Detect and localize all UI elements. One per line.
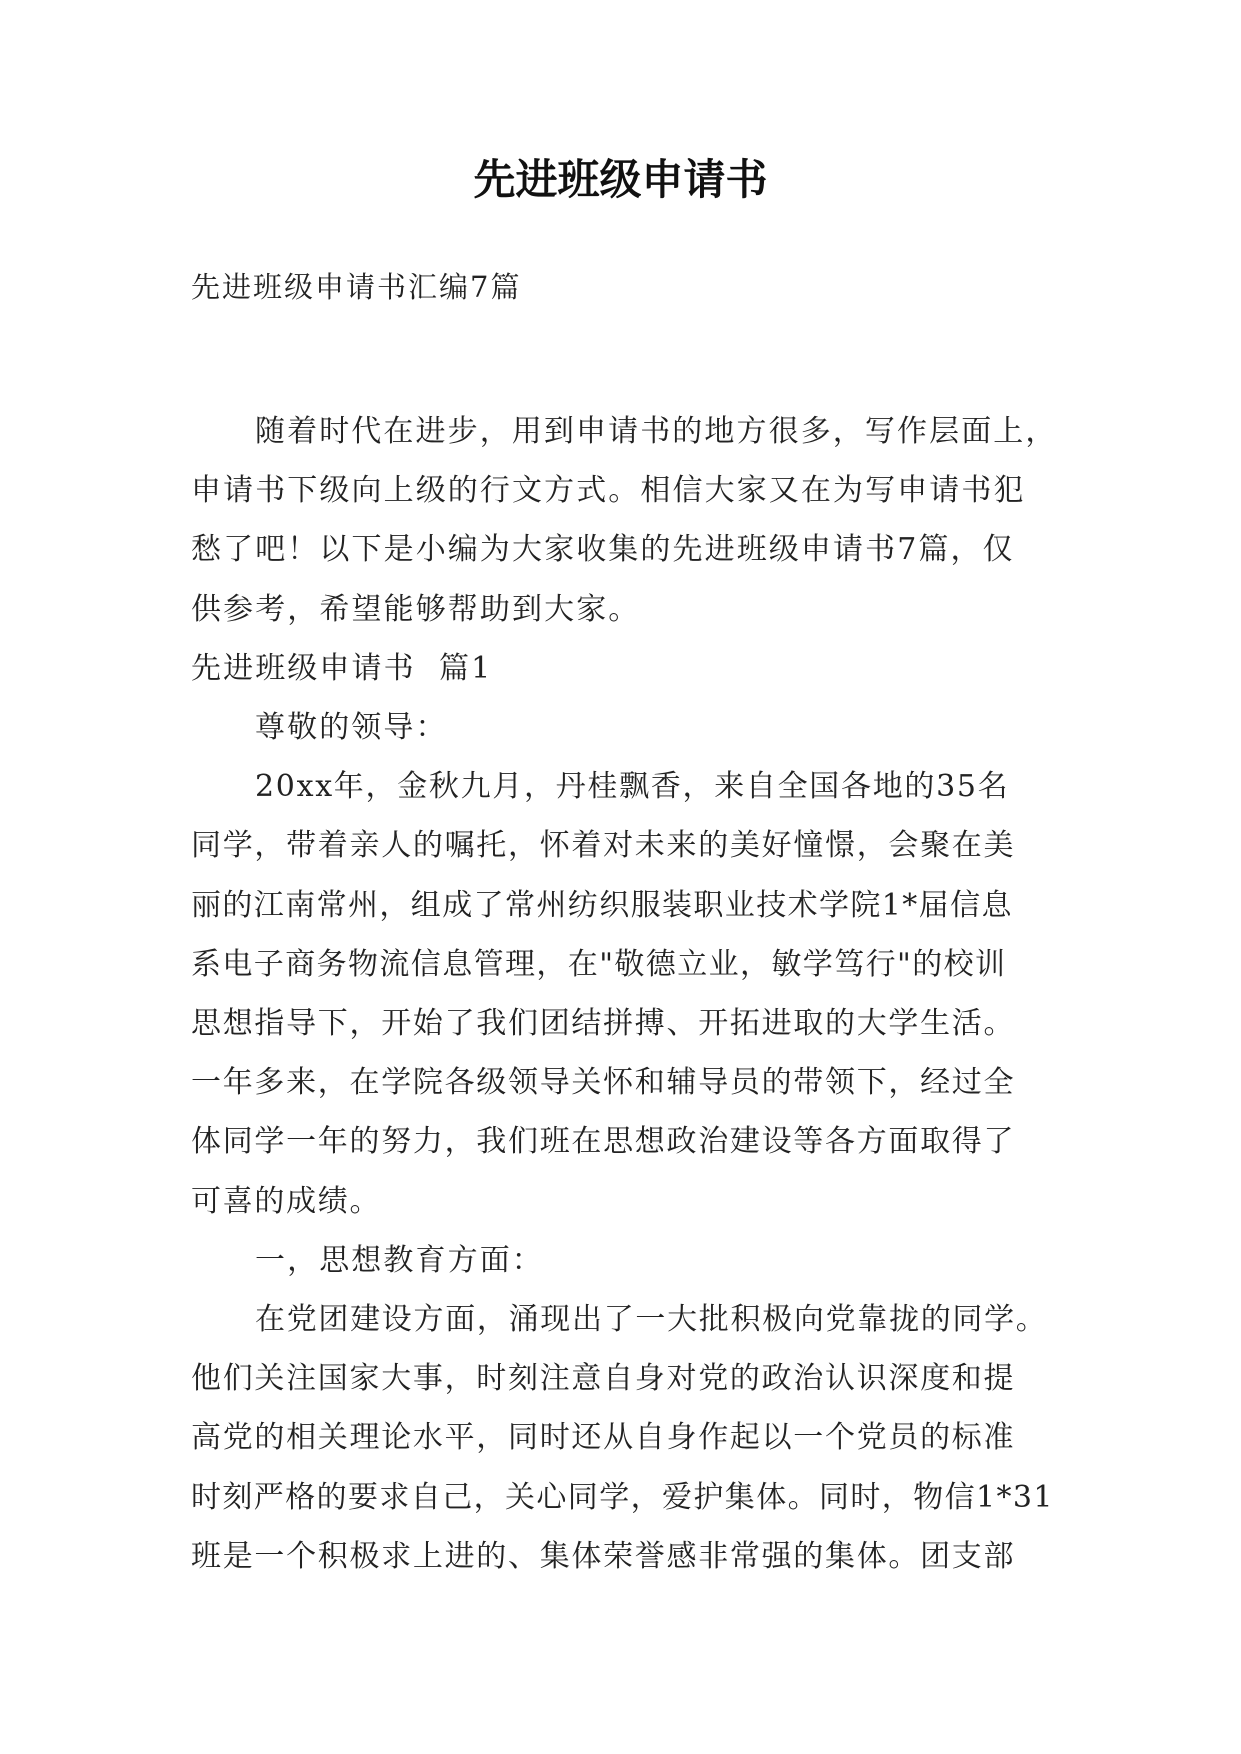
section-subheading — [191, 1231, 1051, 1290]
intro-paragraph — [191, 402, 1058, 639]
text-line: 体同学一年的努力，我们班在思想政治建设等各方面取得了 — [191, 1124, 1016, 1160]
document-title: 先进班级申请书 — [473, 155, 768, 204]
text-line: 20xx年，金秋九月，丹桂飘香，来自全国各地的35名 — [255, 769, 1010, 805]
text-line: 高党的相关理论水平，同时还从自身作起以一个党员的标准 — [191, 1420, 1016, 1456]
text-line: 一年多来，在学院各级领导关怀和辅导员的带领下，经过全 — [191, 1065, 1016, 1101]
section-heading — [191, 639, 1051, 698]
salutation — [191, 698, 1051, 757]
document-body — [191, 402, 1058, 1586]
text-line: 时刻严格的要求自己，关心同学，爱护集体。同时，物信1*31 — [191, 1479, 1054, 1515]
text-line: 申请书下级向上级的行文方式。相信大家又在为写申请书犯 — [191, 473, 1026, 509]
text-line: 丽的江南常州，组成了常州纺织服装职业技术学院1*届信息 — [191, 887, 1013, 923]
text-line: 他们关注国家大事，时刻注意自身对党的政治认识深度和提 — [191, 1361, 1016, 1397]
text-line: 愁了吧！以下是小编为大家收集的先进班级申请书7篇，仅 — [191, 532, 1015, 568]
body-paragraph — [191, 1290, 1054, 1586]
section-heading-text: 先进班级申请书 篇1 — [191, 650, 493, 686]
text-line: 班是一个积极求上进的、集体荣誉感非常强的集体。团支部 — [191, 1538, 1016, 1574]
text-line: 随着时代在进步，用到申请书的地方很多，写作层面上， — [255, 414, 1058, 449]
text-line: 一，思想教育方面： — [255, 1242, 544, 1278]
text-line: 思想指导下，开始了我们团结拼搏、开拓进取的大学生活。 — [191, 1006, 1016, 1042]
document-subtitle: 先进班级申请书汇编7篇 — [191, 270, 522, 304]
text-line: 系电子商务物流信息管理，在"敬德立业，敏学笃行"的校训 — [191, 946, 1007, 982]
text-line: 可喜的成绩。 — [191, 1183, 382, 1219]
text-line: 供参考，希望能够帮助到大家。 — [191, 591, 641, 627]
text-line: 同学，带着亲人的嘱托，怀着对未来的美好憧憬，会聚在美 — [191, 828, 1016, 864]
body-paragraph — [191, 757, 1051, 1231]
text-line: 尊敬的领导： — [255, 710, 448, 746]
text-line: 在党团建设方面，涌现出了一大批积极向党靠拢的同学。 — [255, 1302, 1048, 1338]
